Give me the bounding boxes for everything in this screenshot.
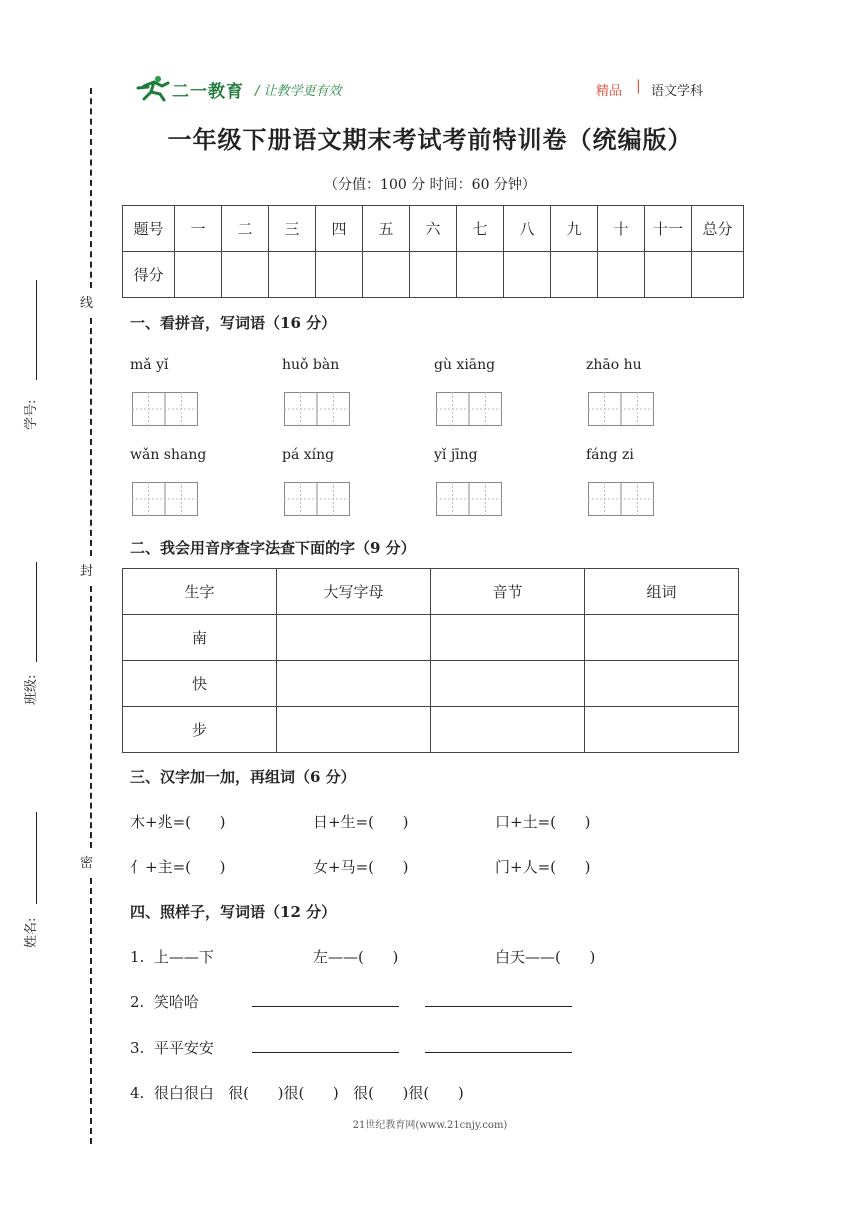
score-header-cell: 四 [316, 206, 363, 252]
compose-item[interactable]: 口+土=( ) [495, 813, 591, 831]
pinyin-label: mǎ yǐ [130, 357, 169, 373]
dict-char-cell: 步 [123, 707, 277, 753]
pinyin-label: huǒ bàn [282, 357, 340, 373]
score-input-cell[interactable] [598, 252, 645, 298]
dictionary-table [122, 568, 739, 753]
antonym-item[interactable]: 左——( ) [313, 948, 399, 966]
label-banji: 班级: [24, 674, 39, 705]
page-subtitle: （分值：100 分 时间：60 分钟） [324, 177, 536, 193]
score-table [122, 205, 744, 298]
score-header-cell: 十一 [645, 206, 692, 252]
xingming-rule [36, 812, 37, 904]
tag-separator: | [636, 78, 641, 94]
score-input-cell[interactable] [363, 252, 410, 298]
binding-line-3 [90, 586, 92, 848]
dict-header-cell: 组词 [585, 569, 739, 615]
section-2-title: 二、我会用音序查字法查下面的字（9 分） [130, 539, 416, 557]
dict-answer-cell[interactable] [277, 661, 431, 707]
answer-line[interactable] [425, 1006, 572, 1007]
writing-grid[interactable] [284, 482, 350, 516]
dict-answer-cell[interactable] [277, 615, 431, 661]
page-title: 一年级下册语文期末考试考前特训卷（统编版） [167, 125, 693, 154]
dict-row [123, 615, 739, 661]
dict-header-cell: 大写字母 [277, 569, 431, 615]
dict-char-cell: 南 [123, 615, 277, 661]
writing-grid[interactable] [588, 392, 654, 426]
margin-char-xian: 线 [80, 296, 94, 311]
dict-answer-cell[interactable] [585, 707, 739, 753]
score-value-row [123, 252, 744, 298]
writing-grid[interactable] [436, 482, 502, 516]
dict-answer-cell[interactable] [585, 661, 739, 707]
score-header-cell: 十 [598, 206, 645, 252]
pinyin-label: yǐ jīng [434, 447, 478, 463]
score-header-cell: 五 [363, 206, 410, 252]
margin-char-mi: 密 [80, 856, 94, 871]
dict-answer-cell[interactable] [431, 661, 585, 707]
score-header-cell: 三 [269, 206, 316, 252]
section-3-title: 三、汉字加一加，再组词（6 分） [130, 768, 356, 786]
score-input-cell[interactable] [410, 252, 457, 298]
dict-answer-cell[interactable] [431, 707, 585, 753]
score-header-cell: 六 [410, 206, 457, 252]
score-input-cell[interactable] [222, 252, 269, 298]
writing-grid[interactable] [132, 392, 198, 426]
compose-item[interactable]: 女+马=( ) [313, 858, 409, 876]
slogan: / 让教学更有效 [255, 84, 342, 99]
dict-answer-cell[interactable] [585, 615, 739, 661]
binding-line-2 [90, 318, 92, 556]
section-4-title: 四、照样子，写词语（12 分） [130, 903, 337, 921]
answer-line[interactable] [252, 1006, 399, 1007]
answer-line[interactable] [425, 1052, 572, 1053]
score-input-cell[interactable] [269, 252, 316, 298]
answer-line[interactable] [252, 1052, 399, 1053]
pattern-item-3: 3. 平平安安 [130, 1039, 214, 1057]
writing-grid[interactable] [132, 482, 198, 516]
score-header-cell: 一 [175, 206, 222, 252]
section-1-title: 一、看拼音，写词语（16 分） [130, 314, 337, 332]
writing-grid[interactable] [284, 392, 350, 426]
dict-char-cell: 快 [123, 661, 277, 707]
runner-logo-icon [136, 72, 176, 102]
writing-grid[interactable] [588, 482, 654, 516]
dict-header-row [123, 569, 739, 615]
margin-char-feng: 封 [80, 564, 94, 579]
pinyin-label: pá xíng [282, 447, 335, 463]
pattern-item-4[interactable]: 4. 很白很白 很( )很( ) 很( )很( ) [130, 1084, 464, 1102]
compose-item[interactable]: 木+兆=( ) [130, 813, 226, 831]
score-input-cell[interactable] [551, 252, 598, 298]
score-input-cell[interactable] [645, 252, 692, 298]
dict-answer-cell[interactable] [277, 707, 431, 753]
antonym-item[interactable]: 白天——( ) [495, 948, 596, 966]
dict-row [123, 661, 739, 707]
score-input-cell[interactable] [504, 252, 551, 298]
score-input-cell[interactable] [316, 252, 363, 298]
score-input-cell[interactable] [692, 252, 744, 298]
dict-header-cell: 音节 [431, 569, 585, 615]
compose-item[interactable]: 亻+主=( ) [130, 858, 226, 876]
writing-grid[interactable] [436, 392, 502, 426]
binding-line-1 [90, 88, 92, 288]
dict-row [123, 707, 739, 753]
compose-item[interactable]: 门+人=( ) [495, 858, 591, 876]
score-header-cell: 七 [457, 206, 504, 252]
xuehao-rule [36, 280, 37, 380]
score-header-cell: 九 [551, 206, 598, 252]
score-header-cell: 总分 [692, 206, 744, 252]
dict-answer-cell[interactable] [431, 615, 585, 661]
dict-header-cell: 生字 [123, 569, 277, 615]
pinyin-label: gù xiāng [434, 357, 496, 373]
label-xingming: 姓名: [24, 917, 39, 948]
antonym-example: 1. 上——下 [130, 948, 214, 966]
footer: 21世纪教育网(www.21cnjy.com) [352, 1120, 508, 1131]
label-xuehao: 学号: [24, 399, 39, 430]
score-input-cell[interactable] [457, 252, 504, 298]
tag-subject: 语文学科 [651, 84, 704, 99]
score-input-cell[interactable] [175, 252, 222, 298]
score-header-cell: 二 [222, 206, 269, 252]
pinyin-label: zhāo hu [586, 357, 642, 373]
banji-rule [36, 562, 37, 662]
compose-item[interactable]: 日+生=( ) [313, 813, 409, 831]
binding-line-4 [90, 878, 92, 1144]
score-row-label: 得分 [123, 252, 175, 298]
score-header-cell: 题号 [123, 206, 175, 252]
pinyin-label: wǎn shang [130, 447, 207, 463]
score-header-cell: 八 [504, 206, 551, 252]
tag-jingpin: 精品 [596, 84, 623, 99]
pinyin-label: fáng zi [586, 447, 634, 463]
score-header-row [123, 206, 744, 252]
pattern-item-2: 2. 笑哈哈 [130, 993, 199, 1011]
logo-text: 二一教育 [172, 82, 244, 102]
